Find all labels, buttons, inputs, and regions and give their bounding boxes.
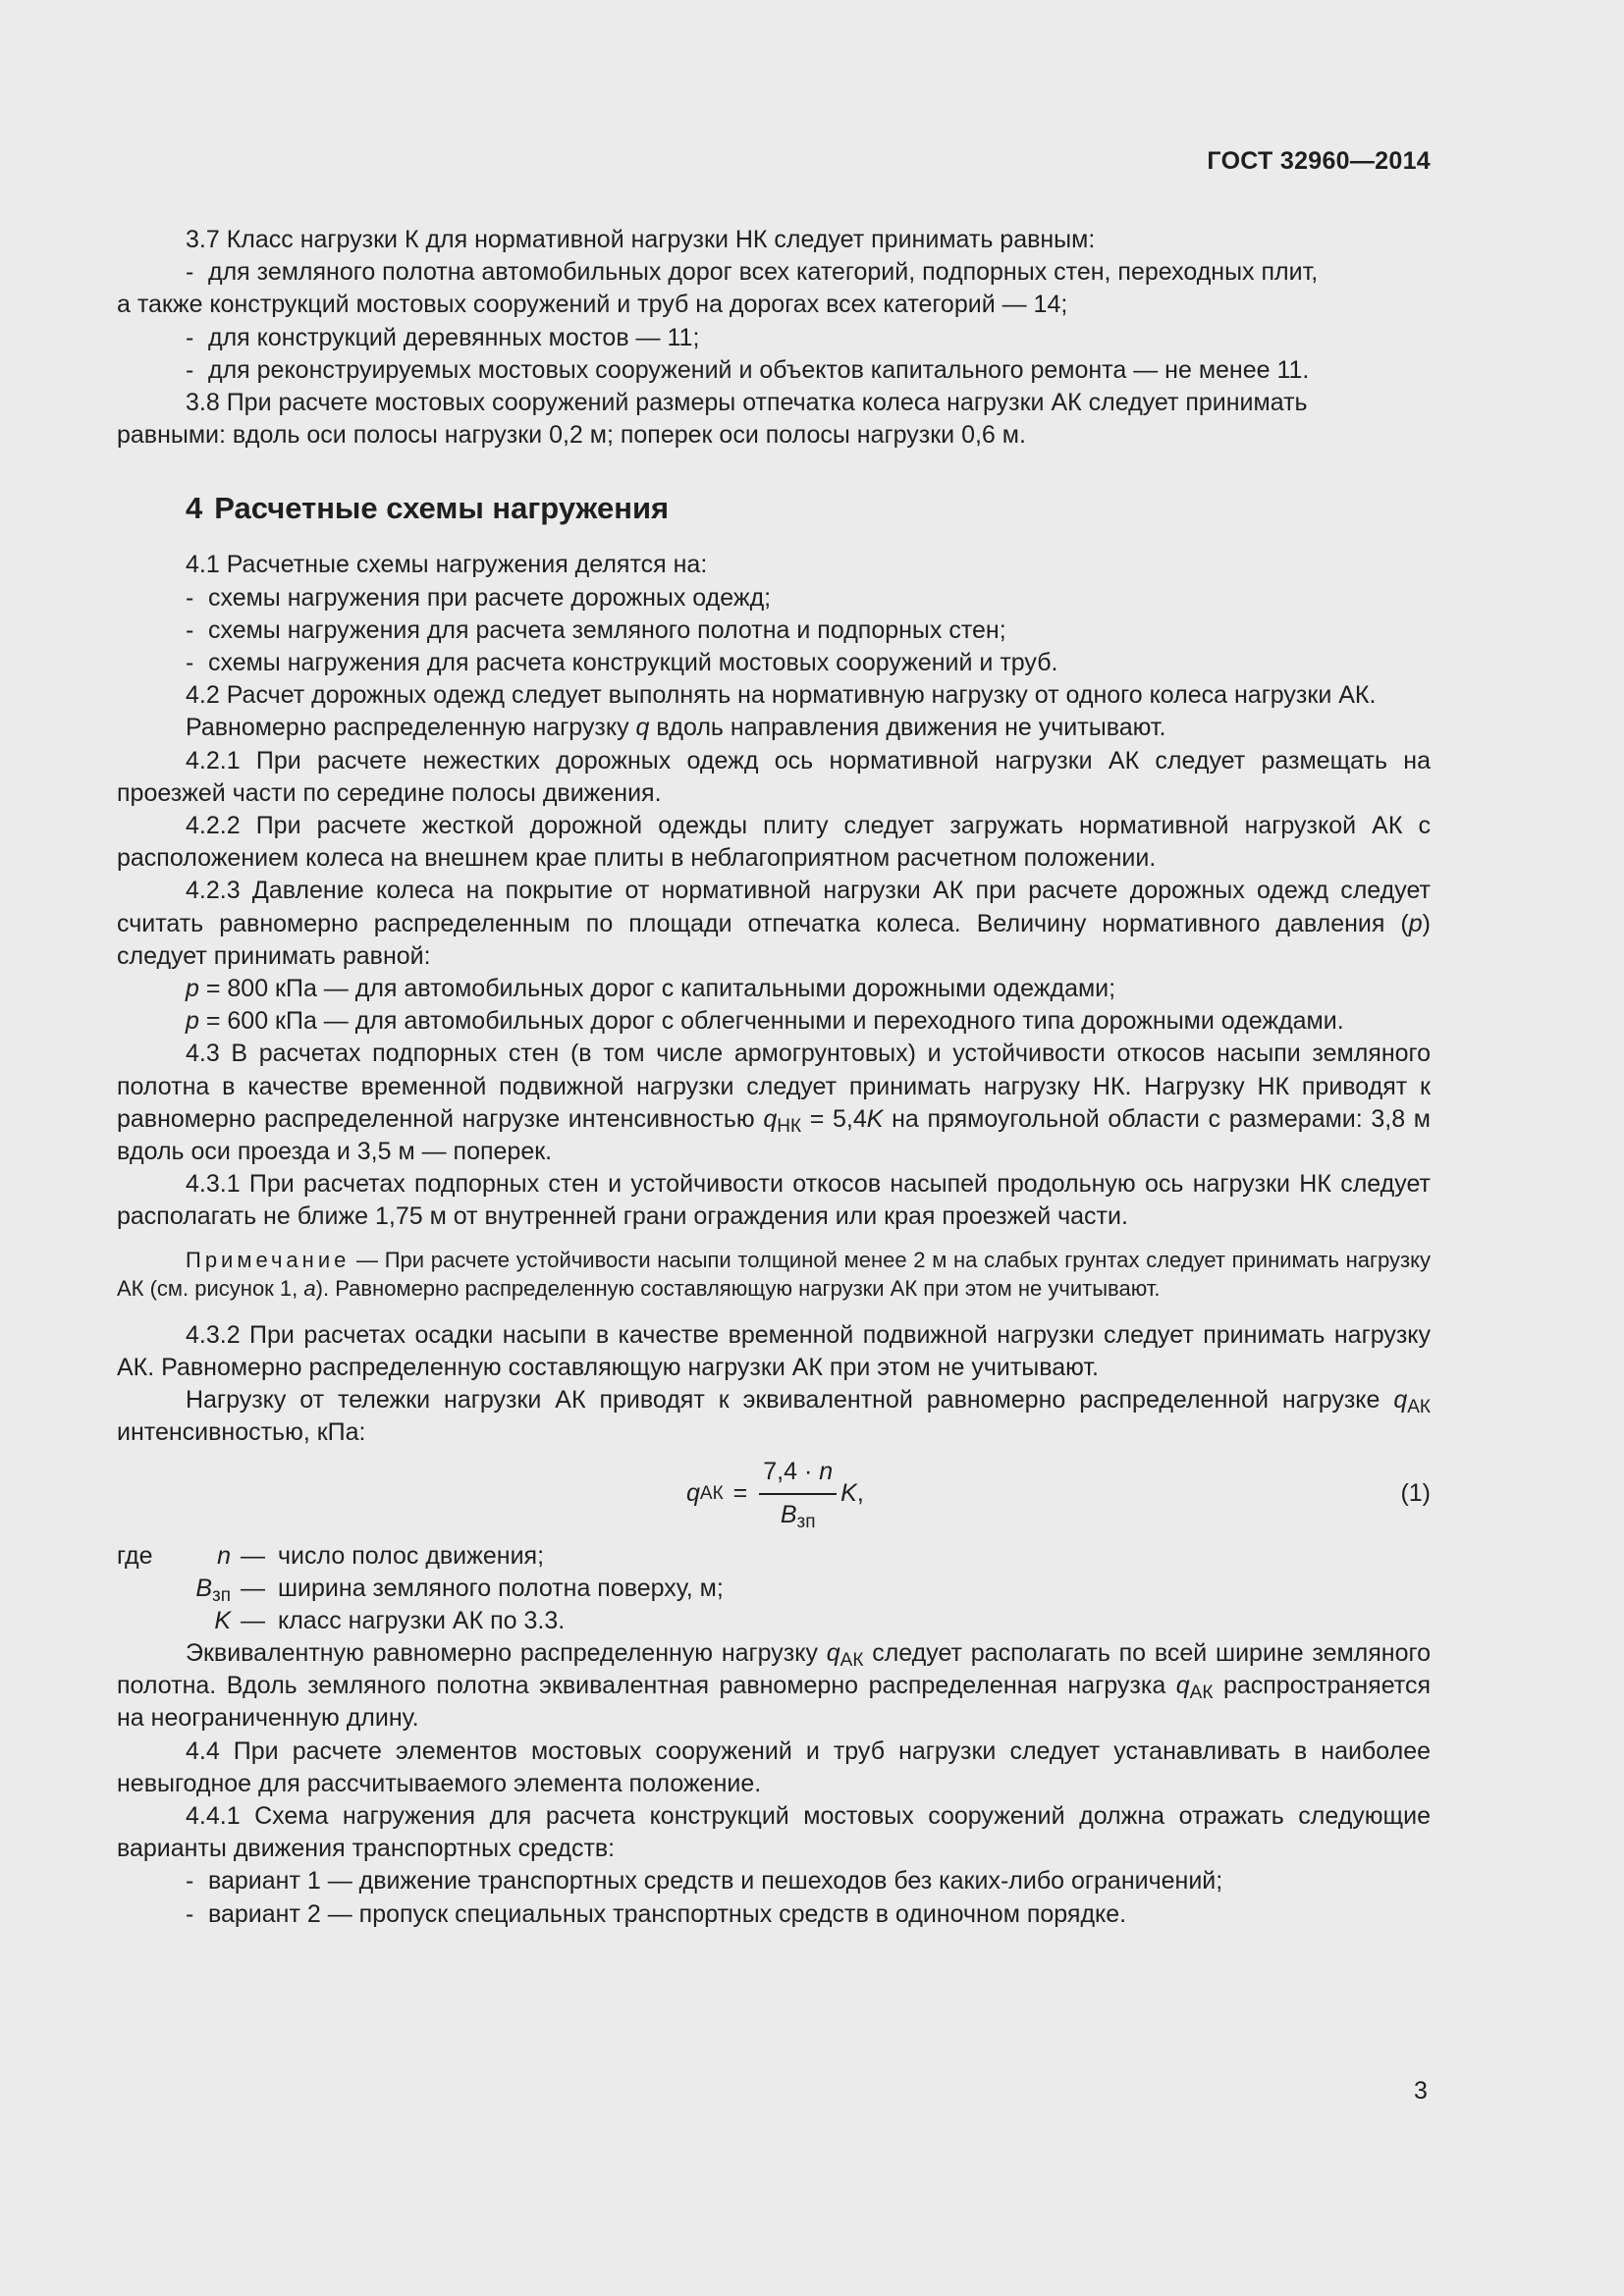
- clause-4-1: 4.1 Расчетные схемы нагружения делятся на:: [186, 551, 708, 579]
- var-k: K: [866, 1104, 884, 1133]
- where-symbol: B: [195, 1574, 212, 1602]
- list-item-3-7-c: [117, 354, 1431, 387]
- formula-tail: ,: [856, 1478, 864, 1507]
- list-item-text: схемы нагружения для расчета конструкций мостовых сооружений и труб.: [208, 649, 1058, 677]
- subscript-nk: НК: [777, 1115, 802, 1137]
- clause-3-8: 3.8 При расчете мостовых сооружений размеры отпечатка колеса нагрузки АК следует принимать: [186, 389, 1308, 417]
- list-item-4-4-1-b: [117, 1898, 1431, 1931]
- clause-4-2-note: Равномерно распределенную нагрузку q вдоль направления движения не учитывают.: [186, 714, 1166, 742]
- formula-numerator: 7,4 · n: [759, 1456, 837, 1494]
- where-sub: зп: [212, 1584, 231, 1606]
- formula-rhs-var: K: [840, 1478, 857, 1507]
- page-content: [117, 224, 1431, 1931]
- list-item-3-7-a-cont: а также конструкций мостовых сооружений и труб на дорогах всех категорий — 14;: [117, 291, 1068, 319]
- clause-4-3-2-b: Нагрузку от тележки нагрузки АК приводят к эквивалентной равномерно распределенной нагрузке $q_{АК}$ интенсивностью, кПа:: [117, 1386, 1431, 1447]
- var-p: p: [186, 975, 199, 1003]
- pressure-800: p = 800 кПа — для автомобильных дорог с капитальными дорожными одеждами;: [186, 975, 1116, 1003]
- dash-mark: -: [186, 649, 194, 677]
- list-item-text: схемы нагружения для расчета земляного полотна и подпорных стен;: [208, 615, 1006, 644]
- page-number: 3: [1414, 2077, 1428, 2105]
- var-p: p: [1408, 909, 1423, 937]
- var-q: q: [826, 1639, 840, 1668]
- formula-denominator: $B_{зп}$: [780, 1500, 816, 1532]
- list-item-4-1-a: [117, 582, 1431, 614]
- where-text: число полос движения;: [278, 1541, 545, 1570]
- list-item-4-1-c: [117, 647, 1431, 679]
- where-row: [117, 1573, 1431, 1605]
- list-item-text: схемы нагружения при расчете дорожных одежд;: [208, 583, 772, 612]
- list-item-text: для реконструируемых мостовых сооружений и объектов капитального ремонта — не менее 11.: [208, 355, 1310, 384]
- var-q: q: [1393, 1386, 1408, 1415]
- clause-4-2-2: 4.2.2 При расчете жесткой дорожной одежды плиту следует загружать нормативной нагрузкой АК с расположением колеса на внешнем крае плиты в неблагоприятном расчетном положении.: [117, 812, 1431, 873]
- list-item-3-7-b: [117, 322, 1431, 354]
- var-a: а: [303, 1275, 316, 1301]
- where-text: класс нагрузки АК по 3.3.: [278, 1606, 566, 1634]
- formula-fraction: [759, 1456, 837, 1530]
- dash-mark: -: [186, 258, 194, 287]
- where-row: [117, 1605, 1431, 1637]
- where-dash: —: [241, 1541, 265, 1570]
- document-header: ГОСТ 32960—2014: [1207, 147, 1431, 175]
- clause-4-2-1: 4.2.1 При расчете нежестких дорожных одежд ось нормативной нагрузки АК следует размещать на проезжей части по середине полосы движения.: [117, 746, 1431, 807]
- var-q: q: [1175, 1672, 1190, 1700]
- list-item-3-7-a: [117, 256, 1431, 289]
- clause-4-3: 4.3 В расчетах подпорных стен (в том числе армогрунтовых) и устойчивости откосов насыпи земляного полотна в качестве временной подвижной нагрузки следует принимать нагрузку НК. Нагрузку НК приводят к равномерно распределенной нагрузке интенсивностью $q_{НК} = 5,4K$ на прямоугольной области с размерами: 3,8 м вдоль оси проезда и 3,5 м — поперек.: [117, 1040, 1431, 1166]
- where-text: ширина земляного полотна поверху, м;: [278, 1574, 724, 1602]
- list-item-text: для конструкций деревянных мостов — 11;: [208, 323, 700, 351]
- note-label: Примечание: [186, 1247, 351, 1272]
- section-number: 4: [186, 491, 203, 526]
- where-symbol: K: [214, 1606, 231, 1634]
- clause-3-7: 3.7 Класс нагрузки К для нормативной нагрузки НК следует принимать равным:: [186, 226, 1096, 253]
- where-word: где: [117, 1541, 153, 1570]
- note-block: Примечание — При расчете устойчивости насыпи толщиной менее 2 м на слабых грунтах следует принимать нагрузку АК (см. рисунок 1, а). Равномерно распределенную составляющую нагрузки АК при этом не учитывают.: [117, 1247, 1431, 1301]
- formula-number: (1): [1400, 1478, 1431, 1507]
- list-item-text: вариант 2 — пропуск специальных транспортных средств в одиночном порядке.: [208, 1899, 1127, 1928]
- var-q: q: [635, 714, 650, 742]
- clause-3-8-cont: равными: вдоль оси полосы нагрузки 0,2 м; поперек оси полосы нагрузки 0,6 м.: [117, 421, 1026, 450]
- where-dash: —: [241, 1606, 265, 1634]
- formula-body: q АК = $\frac{7,4 \cdot n}{B_{зп}}$ K ,: [686, 1458, 864, 1532]
- formula-equals: =: [732, 1478, 748, 1507]
- section-title: Расчетные схемы нагружения: [214, 491, 670, 526]
- dash-mark: -: [186, 323, 194, 351]
- dash-mark: -: [186, 1899, 194, 1928]
- clause-4-2-3: 4.2.3 Давление колеса на покрытие от нормативной нагрузки АК при расчете дорожных одежд следует считать равномерно распределенным по площади отпечатка колеса. Величину нормативного давления (p) следует принимать равной:: [117, 877, 1431, 970]
- clause-4-3-1: 4.3.1 При расчетах подпорных стен и устойчивости откосов насыпей продольную ось нагрузки НК следует располагать не ближе 1,75 м от внутренней грани ограждения или края проезжей части.: [117, 1170, 1431, 1231]
- clause-4-2: 4.2 Расчет дорожных одежд следует выполнять на нормативную нагрузку от одного колеса нагрузки АК.: [186, 681, 1377, 710]
- formula-1: [117, 1452, 1431, 1536]
- dash-mark: -: [186, 1867, 194, 1896]
- dash-mark: -: [186, 583, 194, 612]
- var-p: p: [186, 1007, 199, 1036]
- clause-4-4: 4.4 При расчете элементов мостовых сооружений и труб нагрузки следует устанавливать в наиболее невыгодное для рассчитываемого элемента положение.: [117, 1736, 1431, 1797]
- where-list: [117, 1540, 1431, 1638]
- subscript-ak: АК: [1407, 1397, 1431, 1418]
- list-item-4-1-b: [117, 614, 1431, 647]
- where-dash: —: [241, 1574, 265, 1602]
- formula-lhs-var: q: [686, 1478, 700, 1507]
- pressure-600: p = 600 кПа — для автомобильных дорог с облегченными и переходного типа дорожными одеждами.: [186, 1007, 1344, 1036]
- list-item-text: вариант 1 — движение транспортных средств и пешеходов без каких-либо ограничений;: [208, 1867, 1223, 1896]
- where-row: [117, 1540, 1431, 1573]
- dash-mark: -: [186, 615, 194, 644]
- clause-4-3-2: 4.3.2 При расчетах осадки насыпи в качестве временной подвижной нагрузки следует принимать нагрузку АК. Равномерно распределенную составляющую нагрузки АК при этом не учитывают.: [117, 1320, 1431, 1381]
- list-item-text: для земляного полотна автомобильных дорог всех категорий, подпорных стен, переходных плит,: [208, 258, 1319, 287]
- equivalent-load-paragraph: Эквивалентную равномерно распределенную нагрузку $q_{АК}$ следует располагать по всей ширине земляного полотна. Вдоль земляного полотна эквивалентная равномерно распределенная нагрузка $q_{АК}$ распространяется на неограниченную длину.: [117, 1639, 1431, 1733]
- list-item-4-4-1-a: [117, 1865, 1431, 1897]
- dash-mark: -: [186, 355, 194, 384]
- clause-4-4-1: 4.4.1 Схема нагружения для расчета конструкций мостовых сооружений должна отражать следующие варианты движения транспортных средств:: [117, 1802, 1431, 1863]
- var-q: q: [763, 1104, 778, 1133]
- section-4-heading: [186, 490, 1431, 527]
- where-symbol: n: [217, 1541, 231, 1570]
